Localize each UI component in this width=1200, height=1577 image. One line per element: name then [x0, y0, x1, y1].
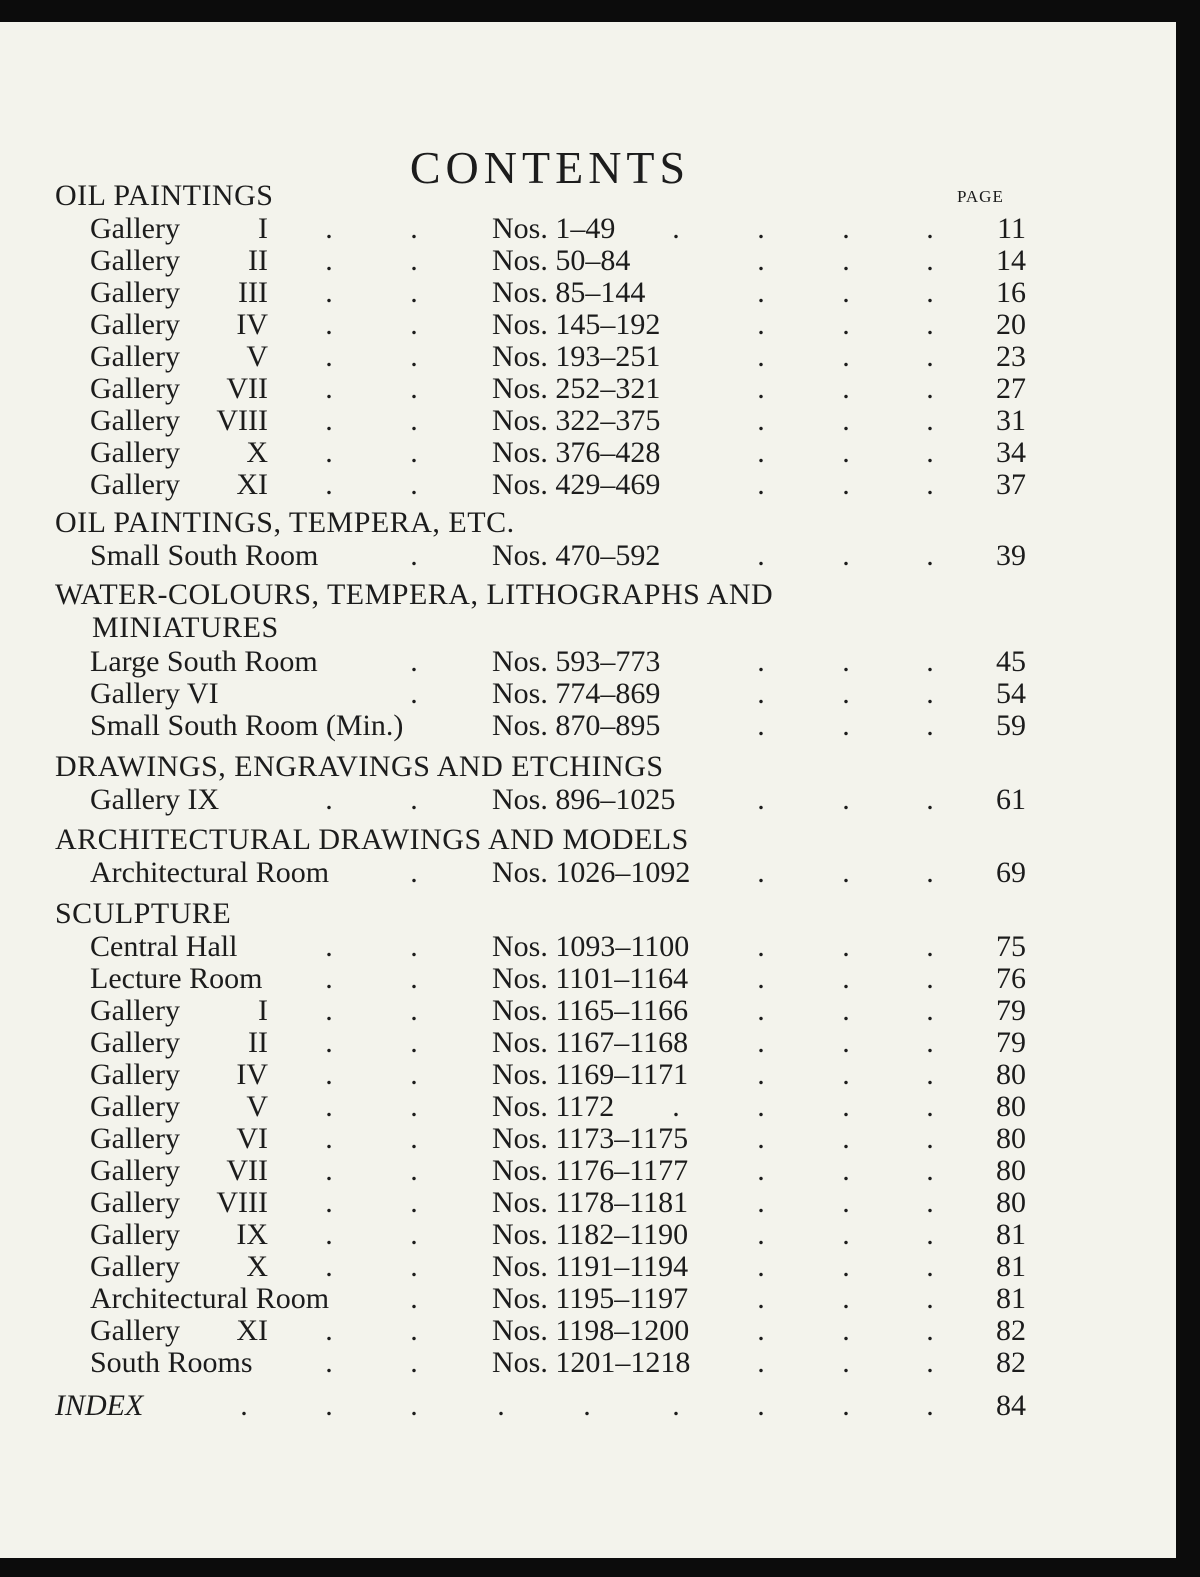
- toc-entry[interactable]: Gallery VII . . Nos. 1176–1177 . . . 80: [90, 1154, 1026, 1187]
- leader-dot: .: [757, 468, 765, 501]
- leader-dot: .: [325, 308, 333, 341]
- leader-dot: .: [325, 994, 333, 1027]
- section-heading: DRAWINGS, ENGRAVINGS AND ETCHINGS: [55, 750, 664, 783]
- leader-dot: .: [410, 1058, 418, 1091]
- leader-dot: .: [926, 994, 934, 1027]
- leader-dot: .: [410, 1154, 418, 1187]
- leader-dot: .: [325, 1122, 333, 1155]
- leader-dot: .: [842, 1090, 850, 1123]
- leader-dot: .: [926, 645, 934, 678]
- leader-dot: .: [926, 244, 934, 277]
- leader-dot: .: [842, 244, 850, 277]
- toc-entry[interactable]: Gallery VI . Nos. 774–869 . . . 54: [90, 677, 1026, 710]
- leader-dot: .: [757, 1389, 765, 1422]
- leader-dot: .: [325, 244, 333, 277]
- leader-dot: .: [757, 1058, 765, 1091]
- leader-dot: .: [757, 372, 765, 405]
- leader-dot: .: [842, 709, 850, 742]
- leader-dot: .: [757, 1346, 765, 1379]
- leader-dot: .: [583, 1389, 591, 1422]
- leader-dot: .: [757, 645, 765, 678]
- leader-dot: .: [926, 1282, 934, 1315]
- leader-dot: .: [926, 539, 934, 572]
- leader-dot: .: [842, 1218, 850, 1251]
- leader-dot: .: [926, 930, 934, 963]
- leader-dot: .: [325, 404, 333, 437]
- leader-dot: .: [757, 539, 765, 572]
- leader-dot: .: [757, 1154, 765, 1187]
- toc-entry[interactable]: Gallery III . . Nos. 85–144 . . . 16: [90, 276, 1026, 309]
- leader-dot: .: [757, 308, 765, 341]
- leader-dot: .: [410, 677, 418, 710]
- leader-dot: .: [842, 930, 850, 963]
- leader-dot: .: [672, 212, 680, 245]
- leader-dot: .: [842, 1026, 850, 1059]
- toc-entry[interactable]: Gallery IV . . Nos. 145–192 . . . 20: [90, 308, 1026, 341]
- toc-entry[interactable]: Gallery XI . . Nos. 1198–1200 . . . 82: [90, 1314, 1026, 1347]
- toc-entry[interactable]: Gallery VIII . . Nos. 1178–1181 . . . 80: [90, 1186, 1026, 1219]
- leader-dot: .: [926, 1026, 934, 1059]
- toc-entry[interactable]: Gallery V . . Nos. 1172 . . . . 80: [90, 1090, 1026, 1123]
- leader-dot: .: [325, 436, 333, 469]
- leader-dot: .: [842, 1154, 850, 1187]
- leader-dot: .: [325, 1218, 333, 1251]
- leader-dot: .: [410, 856, 418, 889]
- leader-dot: .: [926, 1090, 934, 1123]
- leader-dot: .: [672, 1389, 680, 1422]
- toc-entry[interactable]: Large South Room . Nos. 593–773 . . . 45: [90, 645, 1026, 678]
- leader-dot: .: [926, 404, 934, 437]
- leader-dot: .: [926, 962, 934, 995]
- leader-dot: .: [842, 1314, 850, 1347]
- toc-entry[interactable]: Gallery V . . Nos. 193–251 . . . 23: [90, 340, 1026, 373]
- leader-dot: .: [926, 1186, 934, 1219]
- leader-dot: .: [410, 994, 418, 1027]
- section-heading-continued: MINIATURES: [92, 611, 279, 644]
- leader-dot: .: [757, 1250, 765, 1283]
- toc-entry[interactable]: Gallery X . . Nos. 376–428 . . . 34: [90, 436, 1026, 469]
- toc-entry[interactable]: Gallery II . . Nos. 1167–1168 . . . 79: [90, 1026, 1026, 1059]
- section-heading: ARCHITECTURAL DRAWINGS AND MODELS: [55, 823, 689, 856]
- leader-dot: .: [410, 962, 418, 995]
- leader-dot: .: [926, 1389, 934, 1422]
- leader-dot: .: [757, 276, 765, 309]
- toc-entry[interactable]: Central Hall . . Nos. 1093–1100 . . . 75: [90, 930, 1026, 963]
- leader-dot: .: [926, 856, 934, 889]
- leader-dot: .: [842, 436, 850, 469]
- leader-dot: .: [325, 276, 333, 309]
- leader-dot: .: [757, 1122, 765, 1155]
- leader-dot: .: [926, 1346, 934, 1379]
- leader-dot: .: [410, 1346, 418, 1379]
- leader-dot: .: [926, 212, 934, 245]
- leader-dot: .: [757, 340, 765, 373]
- section-heading: SCULPTURE: [55, 897, 232, 930]
- leader-dot: .: [842, 1058, 850, 1091]
- leader-dot: .: [410, 645, 418, 678]
- leader-dot: .: [410, 468, 418, 501]
- leader-dot: .: [757, 930, 765, 963]
- leader-dot: .: [842, 645, 850, 678]
- leader-dot: .: [842, 539, 850, 572]
- leader-dot: .: [325, 783, 333, 816]
- leader-dot: .: [325, 1026, 333, 1059]
- leader-dot: .: [842, 468, 850, 501]
- leader-dot: .: [497, 1389, 505, 1422]
- leader-dot: .: [926, 1250, 934, 1283]
- toc-entry[interactable]: Small South Room (Min.) Nos. 870–895 . . . 59: [90, 709, 1026, 742]
- leader-dot: .: [410, 1186, 418, 1219]
- leader-dot: .: [410, 244, 418, 277]
- leader-dot: .: [926, 308, 934, 341]
- toc-entry[interactable]: Gallery IX . . Nos. 1182–1190 . . . 81: [90, 1218, 1026, 1251]
- leader-dot: .: [757, 1218, 765, 1251]
- leader-dot: .: [325, 930, 333, 963]
- toc-entry[interactable]: Lecture Room . . Nos. 1101–1164 . . . 76: [90, 962, 1026, 995]
- leader-dot: .: [410, 783, 418, 816]
- leader-dot: .: [410, 1250, 418, 1283]
- leader-dot: .: [757, 1282, 765, 1315]
- leader-dot: .: [926, 468, 934, 501]
- leader-dot: .: [410, 1090, 418, 1123]
- section-heading: OIL PAINTINGS, TEMPERA, ETC.: [55, 506, 515, 539]
- page-column-label: PAGE: [957, 187, 1004, 206]
- leader-dot: .: [842, 340, 850, 373]
- leader-dot: .: [757, 1090, 765, 1123]
- leader-dot: .: [757, 677, 765, 710]
- leader-dot: .: [325, 1154, 333, 1187]
- leader-dot: .: [926, 340, 934, 373]
- leader-dot: .: [240, 1389, 248, 1422]
- leader-dot: .: [842, 1389, 850, 1422]
- leader-dot: .: [926, 436, 934, 469]
- page-title: CONTENTS: [409, 142, 691, 193]
- leader-dot: .: [842, 308, 850, 341]
- leader-dot: .: [842, 372, 850, 405]
- leader-dot: .: [325, 1250, 333, 1283]
- leader-dot: .: [325, 1389, 333, 1422]
- leader-dot: .: [926, 1218, 934, 1251]
- leader-dot: .: [926, 709, 934, 742]
- toc-entry[interactable]: Gallery VI . . Nos. 1173–1175 . . . 80: [90, 1122, 1026, 1155]
- leader-dot: .: [410, 404, 418, 437]
- leader-dot: .: [926, 372, 934, 405]
- leader-dot: .: [757, 244, 765, 277]
- leader-dot: .: [410, 1314, 418, 1347]
- toc-entry[interactable]: Gallery II . . Nos. 50–84 . . . 14: [90, 244, 1026, 277]
- toc-entry[interactable]: Gallery I . . Nos. 1–49 . . . . 11: [90, 212, 1026, 245]
- leader-dot: .: [926, 1314, 934, 1347]
- index-entry[interactable]: INDEX . . . . . . . . . 84: [55, 1389, 1026, 1422]
- leader-dot: .: [410, 308, 418, 341]
- leader-dot: .: [325, 372, 333, 405]
- toc-entry[interactable]: Gallery VIII . . Nos. 322–375 . . . 31: [90, 404, 1026, 437]
- leader-dot: .: [926, 1058, 934, 1091]
- leader-dot: .: [926, 276, 934, 309]
- toc-entry[interactable]: Architectural Room . Nos. 1026–1092 . . . 69: [90, 856, 1026, 889]
- leader-dot: .: [842, 856, 850, 889]
- leader-dot: .: [842, 1346, 850, 1379]
- leader-dot: .: [325, 1090, 333, 1123]
- leader-dot: .: [926, 677, 934, 710]
- leader-dot: .: [410, 1389, 418, 1422]
- leader-dot: .: [410, 539, 418, 572]
- leader-dot: .: [410, 930, 418, 963]
- leader-dot: .: [842, 1122, 850, 1155]
- toc-entry[interactable]: Architectural Room . Nos. 1195–1197 . . . 81: [90, 1282, 1026, 1315]
- leader-dot: .: [410, 212, 418, 245]
- leader-dot: .: [926, 1154, 934, 1187]
- leader-dot: .: [410, 436, 418, 469]
- leader-dot: .: [672, 1090, 680, 1123]
- leader-dot: .: [325, 1346, 333, 1379]
- leader-dot: .: [410, 340, 418, 373]
- toc-entry[interactable]: Gallery IV . . Nos. 1169–1171 . . . 80: [90, 1058, 1026, 1091]
- leader-dot: .: [410, 1026, 418, 1059]
- toc-entry[interactable]: South Rooms . . Nos. 1201–1218 . . . 82: [90, 1346, 1026, 1379]
- leader-dot: .: [410, 276, 418, 309]
- leader-dot: .: [926, 1122, 934, 1155]
- toc-entry[interactable]: Gallery X . . Nos. 1191–1194 . . . 81: [90, 1250, 1026, 1283]
- leader-dot: .: [325, 212, 333, 245]
- leader-dot: .: [842, 1250, 850, 1283]
- leader-dot: .: [410, 1282, 418, 1315]
- toc-entry[interactable]: Gallery I . . Nos. 1165–1166 . . . 79: [90, 994, 1026, 1027]
- contents-page: [0, 22, 1176, 1558]
- leader-dot: .: [410, 1218, 418, 1251]
- leader-dot: .: [757, 1026, 765, 1059]
- toc-entry[interactable]: Small South Room . Nos. 470–592 . . . 39: [90, 539, 1026, 572]
- leader-dot: .: [325, 1314, 333, 1347]
- leader-dot: .: [842, 783, 850, 816]
- leader-dot: .: [325, 962, 333, 995]
- leader-dot: .: [842, 404, 850, 437]
- leader-dot: .: [842, 1282, 850, 1315]
- leader-dot: .: [757, 856, 765, 889]
- section-heading: WATER-COLOURS, TEMPERA, LITHOGRAPHS AND: [55, 578, 774, 611]
- leader-dot: .: [757, 212, 765, 245]
- leader-dot: .: [757, 1186, 765, 1219]
- leader-dot: .: [325, 340, 333, 373]
- leader-dot: .: [926, 783, 934, 816]
- leader-dot: .: [842, 677, 850, 710]
- leader-dot: .: [842, 1186, 850, 1219]
- leader-dot: .: [410, 372, 418, 405]
- leader-dot: .: [757, 962, 765, 995]
- leader-dot: .: [757, 994, 765, 1027]
- section-heading: OIL PAINTINGS: [55, 179, 274, 212]
- leader-dot: .: [842, 994, 850, 1027]
- leader-dot: .: [325, 1058, 333, 1091]
- leader-dot: .: [325, 1186, 333, 1219]
- toc-entry[interactable]: Gallery IX . . Nos. 896–1025 . . . 61: [90, 783, 1026, 816]
- leader-dot: .: [757, 783, 765, 816]
- leader-dot: .: [842, 962, 850, 995]
- leader-dot: .: [410, 1122, 418, 1155]
- toc-entry[interactable]: Gallery VII . . Nos. 252–321 . . . 27: [90, 372, 1026, 405]
- leader-dot: .: [325, 468, 333, 501]
- leader-dot: .: [757, 404, 765, 437]
- leader-dot: .: [757, 1314, 765, 1347]
- leader-dot: .: [757, 436, 765, 469]
- toc-entry[interactable]: Gallery XI . . Nos. 429–469 . . . 37: [90, 468, 1026, 501]
- leader-dot: .: [842, 276, 850, 309]
- leader-dot: .: [842, 212, 850, 245]
- leader-dot: .: [757, 709, 765, 742]
